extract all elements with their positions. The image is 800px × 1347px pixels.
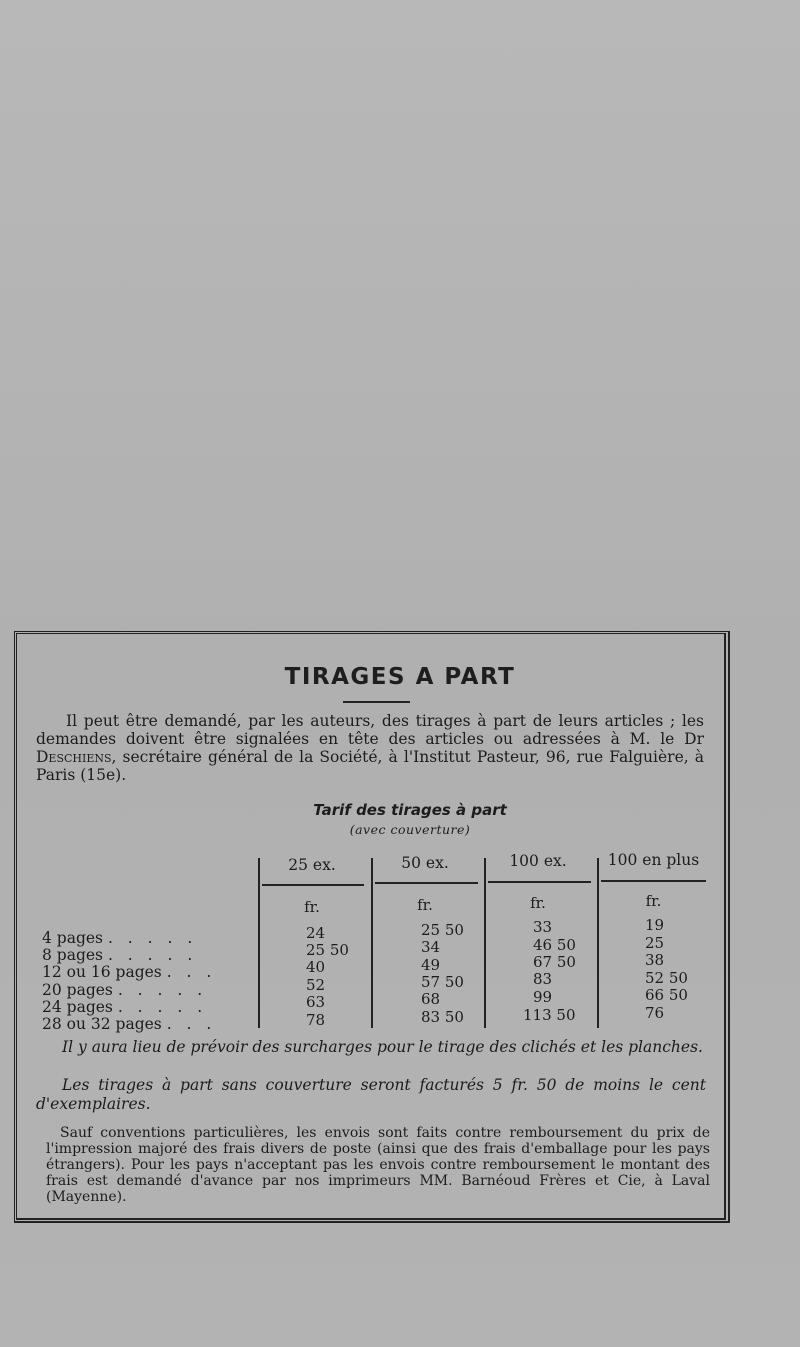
unit-label: fr. (304, 898, 320, 916)
table-cell: 52 50 (645, 969, 688, 987)
unit-label: fr. (530, 894, 546, 912)
row-label: 4 pages . . . . . (42, 929, 198, 947)
header-rule (601, 880, 706, 882)
header-rule (262, 884, 364, 886)
table-cell: 25 (645, 934, 665, 952)
unit-label: fr. (645, 892, 662, 910)
column-header: 100 en plus (607, 851, 700, 869)
table-cell: 113 50 (523, 1006, 576, 1024)
table-cell: 19 (645, 916, 665, 934)
intro-paragraph (36, 712, 704, 784)
row-label: 8 pages . . . . . (42, 946, 198, 964)
table-cell: 57 50 (421, 973, 464, 991)
table-cell: 52 (306, 976, 326, 994)
table-cell: 63 (306, 993, 326, 1011)
header-rule (375, 882, 478, 884)
tarif-title: Tarif des tirages à part (313, 801, 507, 819)
tarif-subtitle: (avec couverture) (349, 822, 471, 837)
table-divider (597, 858, 599, 1028)
table-cell: 83 (533, 970, 553, 988)
final-paragraph: Sauf conventions particulières, les envois sont faits contre remboursement du prix de l'impression majoré des frais divers de poste (ainsi que des frais d'emballage pour les pays étrangers). Pour les pays n'acceptant pas les envois contre remboursement le montant des frais est demandé d'avance par nos imprimeurs MM. Barnéoud Frères et Cie, à Laval (Mayenne). (46, 1125, 710, 1205)
table-cell: 33 (533, 918, 553, 936)
row-label: 28 ou 32 pages . . . (42, 1015, 217, 1033)
unit-label: fr. (417, 896, 433, 914)
column-header: 25 ex. (288, 856, 336, 874)
table-cell: 24 (306, 924, 326, 942)
table-cell: 68 (421, 990, 441, 1008)
table-cell: 78 (306, 1011, 326, 1029)
column-header: 50 ex. (401, 854, 449, 872)
table-cell: 67 50 (533, 953, 576, 971)
row-label: 20 pages . . . . . (42, 981, 208, 999)
note-sans-couverture: Les tirages à part sans couverture seront facturés 5 fr. 50 de moins le cent d'exemplaires. (36, 1076, 706, 1113)
table-cell: 83 50 (421, 1008, 464, 1026)
table-cell: 25 50 (306, 941, 349, 959)
note-surcharges: Il y aura lieu de prévoir des surcharges pour le tirage des clichés et les planches. (62, 1038, 703, 1056)
intro-name: Deschiens (36, 748, 112, 766)
table-cell: 40 (306, 958, 326, 976)
table-cell: 38 (645, 951, 665, 969)
table-cell: 46 50 (533, 936, 576, 954)
header-rule (488, 881, 591, 883)
intro-text-end: , secrétaire général de la Société, à l'Institut Pasteur, 96, rue Falguière, à Paris (15e). (36, 748, 704, 784)
title-rule (343, 701, 410, 703)
page-title: TIRAGES A PART (284, 664, 516, 690)
column-header: 100 ex. (509, 852, 567, 870)
table-cell: 66 50 (645, 986, 688, 1004)
row-label: 24 pages . . . . . (42, 998, 208, 1016)
intro-text-start: Il peut être demandé, par les auteurs, des tirages à part de leurs articles ; les demandes doivent être signalées en tête des articles ou adressées à M. le Dr (36, 712, 704, 748)
table-cell: 25 50 (421, 921, 464, 939)
table-cell: 34 (421, 938, 441, 956)
row-label: 12 ou 16 pages . . . (42, 963, 217, 981)
table-cell: 49 (421, 956, 441, 974)
table-cell: 76 (645, 1004, 665, 1022)
table-cell: 99 (533, 988, 553, 1006)
table-divider (484, 858, 486, 1028)
table-divider (371, 858, 373, 1028)
